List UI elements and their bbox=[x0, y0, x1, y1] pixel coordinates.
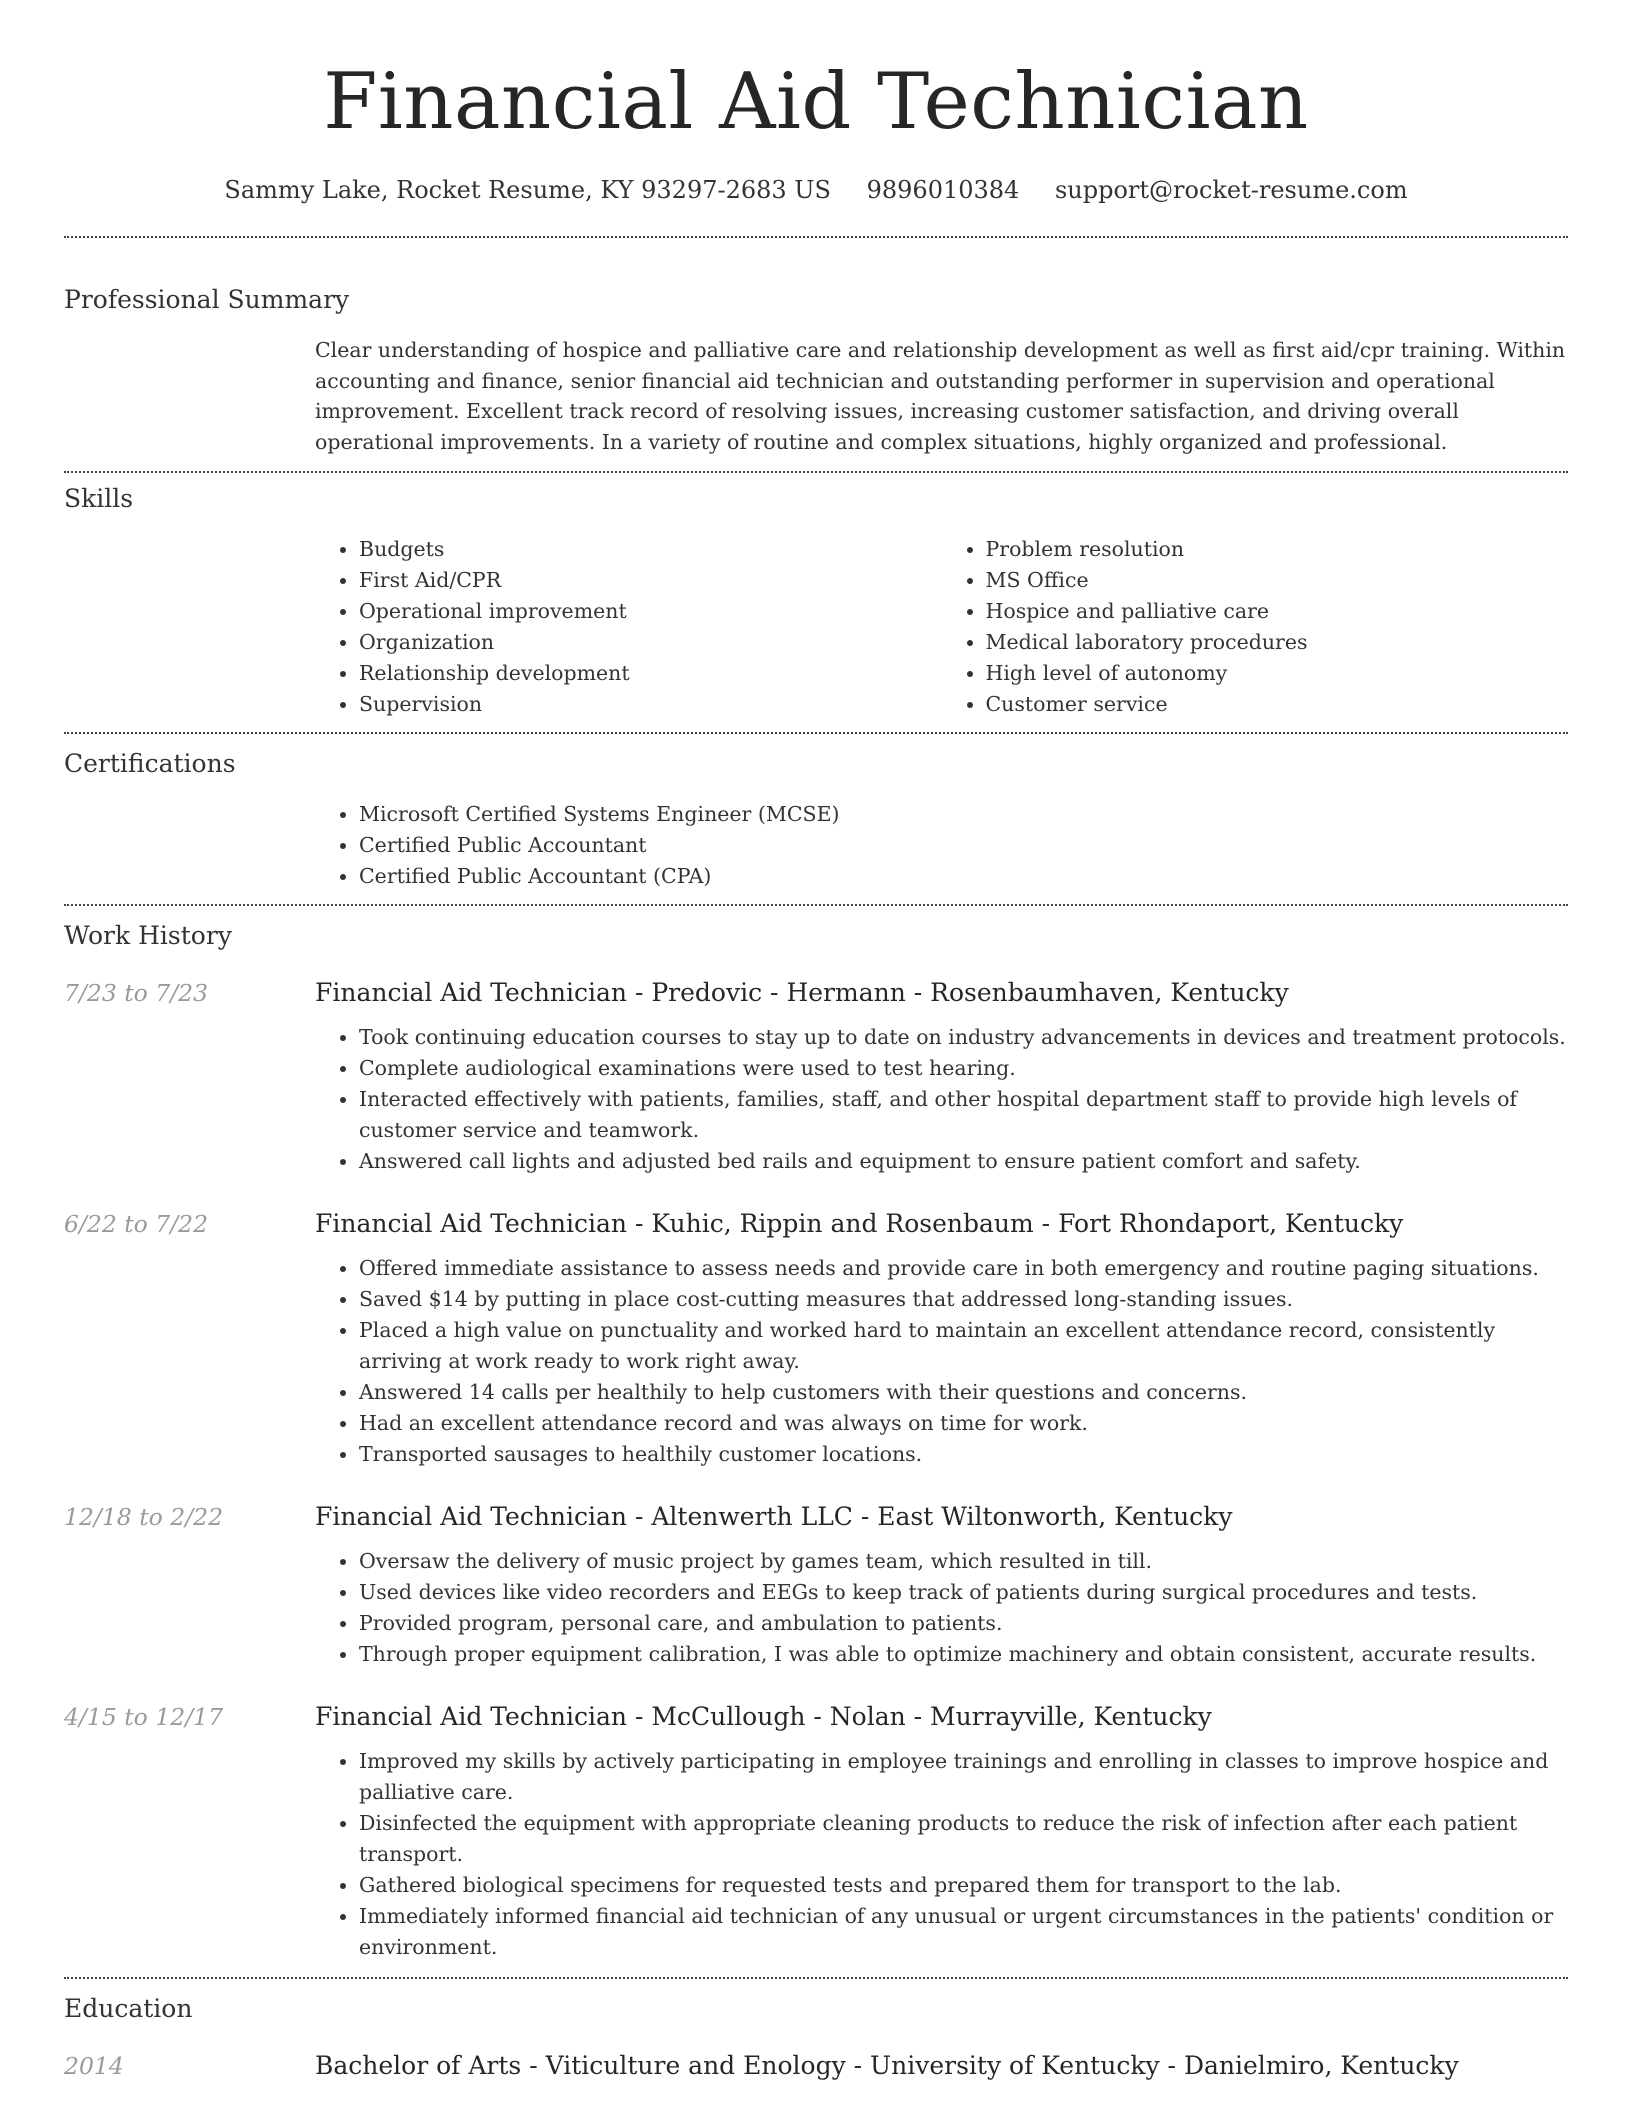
certifications-section bbox=[0, 734, 1632, 904]
skill-item: • Relationship development bbox=[359, 658, 942, 689]
certifications-heading: Certifications bbox=[64, 749, 236, 778]
job-title: Financial Aid Technician - Predovic - Hermann - Rosenbaumhaven, Kentucky bbox=[315, 978, 1289, 1007]
certification-item: • Certified Public Accountant bbox=[359, 830, 1568, 861]
certification-item: • Microsoft Certified Systems Engineer (MCSE) bbox=[359, 799, 1568, 830]
work-history-heading: Work History bbox=[64, 921, 232, 950]
job-bullets bbox=[315, 1546, 1568, 1670]
certifications-list bbox=[315, 799, 1568, 904]
job-title: Financial Aid Technician - Kuhic, Rippin and Rosenbaum - Fort Rhondaport, Kentucky bbox=[315, 1209, 1404, 1238]
job-dates: 4/15 to 12/17 bbox=[64, 1703, 224, 1731]
work-history-section bbox=[0, 906, 1632, 1963]
contact-email: support@rocket-resume.com bbox=[1054, 176, 1408, 204]
job-dates: 12/18 to 2/22 bbox=[64, 1503, 224, 1531]
skill-item: • Hospice and palliative care bbox=[986, 596, 1569, 627]
job-bullet: • Through proper equipment calibration, I was able to optimize machinery and obtain consistent, accurate results. bbox=[359, 1639, 1568, 1670]
candidate-name: Financial Aid Technician bbox=[323, 57, 1309, 147]
skills-column-left bbox=[315, 534, 942, 720]
education-dates: 2014 bbox=[64, 2052, 124, 2080]
skill-item: • First Aid/CPR bbox=[359, 565, 942, 596]
job-bullet: • Answered 14 calls per healthily to help customers with their questions and concerns. bbox=[359, 1377, 1568, 1408]
job-bullet: • Offered immediate assistance to assess needs and provide care in both emergency and routine paging situations. bbox=[359, 1253, 1568, 1284]
job-bullet: • Interacted effectively with patients, families, staff, and other hospital department staff to provide high levels of customer service and teamwork. bbox=[359, 1084, 1568, 1146]
job-bullet: • Transported sausages to healthily customer locations. bbox=[359, 1439, 1568, 1470]
job-bullet: • Used devices like video recorders and EEGs to keep track of patients during surgical procedures and tests. bbox=[359, 1577, 1568, 1608]
job-bullets bbox=[315, 1022, 1568, 1177]
job-bullet: • Disinfected the equipment with appropriate cleaning products to reduce the risk of infection after each patient transport. bbox=[359, 1808, 1568, 1870]
job-bullet: • Improved my skills by actively participating in employee trainings and enrolling in classes to improve hospice and palliative care. bbox=[359, 1746, 1568, 1808]
summary-text: Clear understanding of hospice and palliative care and relationship development as well as first aid/cpr training. Within accounting and finance, senior financial aid technician and outstanding performer in supervision and operational improvement. Excellent track record of resolving issues, increasing customer satisfaction, and driving overall operational improvements. In a variety of routine and complex situations, highly organized and professional. bbox=[315, 338, 1566, 454]
job-entry bbox=[64, 1500, 1568, 1670]
job-bullet: • Took continuing education courses to stay up to date on industry advancements in devices and treatment protocols. bbox=[359, 1022, 1568, 1053]
skill-item: • Medical laboratory procedures bbox=[986, 627, 1569, 658]
summary-section bbox=[0, 238, 1632, 471]
skill-item: • Operational improvement bbox=[359, 596, 942, 627]
skills-heading: Skills bbox=[64, 484, 134, 513]
education-section bbox=[0, 1979, 1632, 2095]
job-bullet: • Complete audiological examinations were used to test hearing. bbox=[359, 1053, 1568, 1084]
skill-item: • High level of autonomy bbox=[986, 658, 1569, 689]
job-bullet: • Placed a high value on punctuality and worked hard to maintain an excellent attendance record, consistently arriving at work ready to work right away. bbox=[359, 1315, 1568, 1377]
skill-item: • Problem resolution bbox=[986, 534, 1569, 565]
skills-section bbox=[0, 473, 1632, 732]
certification-item: • Certified Public Accountant (CPA) bbox=[359, 861, 1568, 892]
job-dates: 6/22 to 7/22 bbox=[64, 1210, 209, 1238]
resume-header bbox=[0, 0, 1632, 208]
skill-item: • Budgets bbox=[359, 534, 942, 565]
skills-list bbox=[315, 534, 1568, 732]
education-degree: Bachelor of Arts - Viticulture and Enology - University of Kentucky - Danielmiro, Kentucky bbox=[315, 2051, 1459, 2080]
job-dates: 7/23 to 7/23 bbox=[64, 979, 209, 1007]
job-bullet: • Immediately informed financial aid technician of any unusual or urgent circumstances in the patients' condition or environment. bbox=[359, 1901, 1568, 1963]
job-bullet: • Had an excellent attendance record and was always on time for work. bbox=[359, 1408, 1568, 1439]
skill-item: • MS Office bbox=[986, 565, 1569, 596]
job-title: Financial Aid Technician - McCullough - Nolan - Murrayville, Kentucky bbox=[315, 1702, 1212, 1731]
skill-item: • Supervision bbox=[359, 689, 942, 720]
education-heading: Education bbox=[64, 1994, 193, 2023]
contact-line bbox=[0, 172, 1632, 208]
job-entry bbox=[64, 976, 1568, 1177]
job-bullets bbox=[315, 1746, 1568, 1963]
contact-phone: 9896010384 bbox=[866, 176, 1020, 204]
job-bullet: • Answered call lights and adjusted bed rails and equipment to ensure patient comfort and safety. bbox=[359, 1146, 1568, 1177]
education-entry bbox=[64, 2049, 1568, 2095]
job-bullet: • Gathered biological specimens for requested tests and prepared them for transport to the lab. bbox=[359, 1870, 1568, 1901]
skill-item: • Customer service bbox=[986, 689, 1569, 720]
job-bullet: • Saved $14 by putting in place cost-cutting measures that addressed long-standing issues. bbox=[359, 1284, 1568, 1315]
job-bullet: • Oversaw the delivery of music project by games team, which resulted in till. bbox=[359, 1546, 1568, 1577]
job-bullets bbox=[315, 1253, 1568, 1470]
skills-column-right bbox=[942, 534, 1569, 720]
job-bullet: • Provided program, personal care, and ambulation to patients. bbox=[359, 1608, 1568, 1639]
skill-item: • Organization bbox=[359, 627, 942, 658]
summary-heading: Professional Summary bbox=[64, 285, 350, 314]
job-entry bbox=[64, 1700, 1568, 1963]
contact-address: Sammy Lake, Rocket Resume, KY 93297-2683 US bbox=[224, 176, 831, 204]
job-title: Financial Aid Technician - Altenwerth LLC - East Wiltonworth, Kentucky bbox=[315, 1502, 1233, 1531]
job-entry bbox=[64, 1207, 1568, 1470]
